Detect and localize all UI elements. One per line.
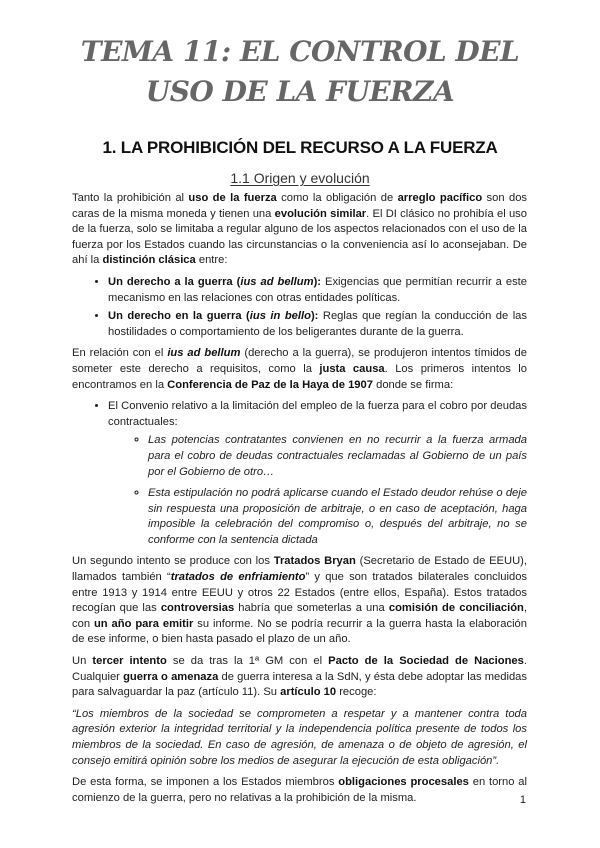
bold-text: arreglo pacífico xyxy=(397,192,483,204)
text: entre: xyxy=(195,254,228,267)
title-line-1: TEMA 11: EL CONTROL DEL xyxy=(80,35,520,68)
text: (Secretario de Estado de EEUU), llamados también “ xyxy=(72,555,527,584)
bold-text: Pacto de la Sociedad de Naciones xyxy=(328,655,524,668)
document-body xyxy=(72,191,527,812)
bold-text: controversias xyxy=(160,602,235,615)
section-heading: 1. LA PROHIBICIÓN DEL RECURSO A LA FUERZA xyxy=(102,138,498,157)
bullet-list-1 xyxy=(72,275,527,340)
text: , con xyxy=(72,602,527,630)
text: Un xyxy=(72,655,93,668)
bold-text: obligaciones procesales xyxy=(338,776,469,789)
sub-list-item: ◦ Las potencias contratantes convienen en no recurrir a la fuerza armada para el cobro de deudas contractuales reclamadas al Gobierno de un país por el Gobierno de otro… xyxy=(148,433,527,480)
bold-text: justa causa xyxy=(319,362,385,375)
list-item xyxy=(108,399,527,548)
paragraph-5 xyxy=(72,775,527,806)
bold-text: tercer intento xyxy=(92,655,167,668)
text: De esta forma, se imponen a los Estados miembros xyxy=(72,776,339,789)
text: . El DI clásico no prohibía el uso de la fuerza, solo se limitaba a regular alguno de los aspectos relacionados con el uso de la fuerza por los Estados cuando las circunstancias o la conveniencia así lo aconsejaban. De ahí la xyxy=(72,207,527,267)
bold-italic-text: ius ad bellum xyxy=(240,275,314,288)
bold-text: Un derecho en la guerra ( xyxy=(108,310,250,323)
page-number: 1 xyxy=(519,794,526,806)
list-item xyxy=(108,275,527,306)
text: en torno al comienzo de la guerra, pero no relativas a la prohibición de la misma. xyxy=(72,776,527,804)
list-item xyxy=(108,309,527,340)
text: . Los primeros intentos lo encontramos en la xyxy=(72,362,527,391)
paragraph-1 xyxy=(72,191,527,269)
bold-text: ): xyxy=(313,275,322,288)
text: habría que someterlas a una xyxy=(234,602,389,615)
subsection-heading xyxy=(0,170,600,186)
text: ” y que son tratados bilaterales concluidos entre 1913 y 1914 entre EEUU y otros 22 Estados (entre ellos, España). Estos tratados recogían que las xyxy=(72,571,528,615)
bold-italic-text: ius ad bellum xyxy=(167,347,241,360)
title-line-2: USO DE LA FUERZA xyxy=(145,75,455,108)
subsection-heading-text: 1.1 Origen y evolución xyxy=(230,170,370,186)
text: Exigencias que permitían recurrir a este mecanismo en las relaciones con otras entidades políticas. xyxy=(108,275,527,304)
bold-text: evolución similar xyxy=(274,207,367,220)
sub-list-item: ◦ Esta estipulación no podrá aplicarse cuando el Estado deudor rehúse o deje sin respuesta una proposición de arbitraje, o en caso de aceptación, haga imposible la celebración del compromiso o, después del arbitraje, no se conforme con la sentencia dictada xyxy=(148,486,527,548)
paragraph-2 xyxy=(72,346,527,393)
document-title xyxy=(0,32,600,112)
article-quote: “Los miembros de la sociedad se comprometen a respetar y a mantener contra toda agresión exterior la integridad territorial y la independencia política presente de todos los miembros de la sociedad. En caso de agresión, de amenaza o de objeto de agresión, el consejo emitirá opinión sobre los medios de asegurar la ejecución de esta obligación”. xyxy=(72,707,527,767)
bold-italic-text: tratados de enfriamiento xyxy=(170,571,306,584)
bold-text: distinción clásica xyxy=(102,254,196,267)
text: recoge: xyxy=(336,686,377,699)
bullet-list-2 xyxy=(72,399,527,548)
bold-text: Tratados Bryan xyxy=(273,555,356,568)
sub-list xyxy=(108,433,527,548)
text: Reglas que regían la conducción de las hostilidades o comportamiento de los beligerantes durante de la guerra. xyxy=(108,310,527,338)
text: El Convenio relativo a la limitación del empleo de la fuerza para el cobro por deudas contractuales: xyxy=(108,400,527,428)
text: su informe. No se podría recurrir a la guerra hasta la elaboración de ese informe, o bien hasta pasado el plazo de un año. xyxy=(72,617,527,646)
text: son dos caras de la misma moneda y tienen una xyxy=(72,192,528,220)
bold-text: Un derecho a la guerra ( xyxy=(108,275,241,288)
bold-text: ): xyxy=(310,310,319,323)
paragraph-4 xyxy=(72,654,527,701)
text: Tanto la prohibición al xyxy=(72,192,189,204)
bold-italic-text: ius in bello xyxy=(249,310,311,323)
bold-text: comisión de conciliación xyxy=(388,602,524,615)
text: Un segundo intento se produce con los xyxy=(72,555,274,568)
text: . Cualquier xyxy=(72,655,527,683)
text: (derecho a la guerra), se produjeron intentos tímidos de someter este derecho a requisitos, como la xyxy=(72,347,527,375)
text: de guerra interesa a la SdN, y ésta debe adoptar las medidas para salvaguardar la paz (artículo 11). Su xyxy=(72,670,527,699)
text: donde se firma: xyxy=(372,378,454,391)
text: como la obligación de xyxy=(276,192,398,204)
bold-text: uso de la fuerza xyxy=(188,192,277,204)
bold-text: artículo 10 xyxy=(280,686,337,699)
paragraph-3 xyxy=(72,554,527,648)
text: se da tras la 1ª GM con el xyxy=(166,655,329,668)
bold-text: Conferencia de Paz de la Haya de 1907 xyxy=(167,378,373,391)
bold-text: guerra o amenaza xyxy=(123,670,219,683)
bold-text: un año para emitir xyxy=(93,617,194,630)
text: En relación con el xyxy=(72,347,168,360)
